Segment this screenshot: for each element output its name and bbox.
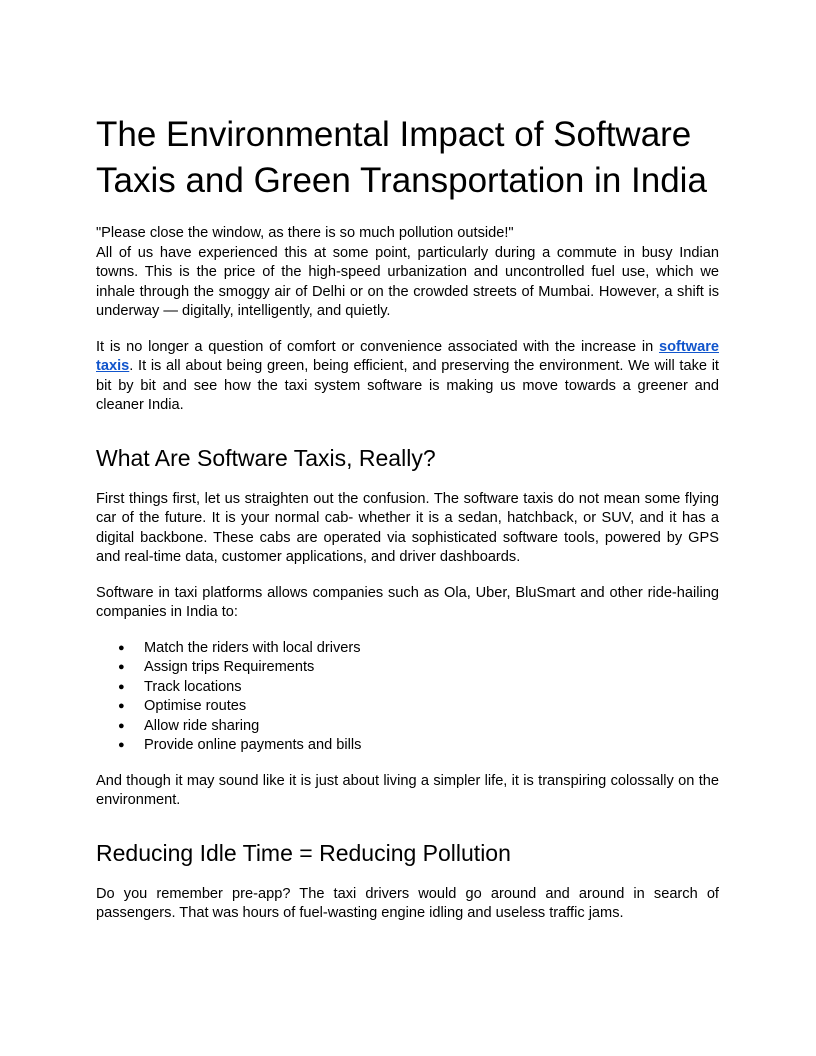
list-item-text: Optimise routes	[144, 698, 247, 714]
intro-paragraph-2-end: . It is all about being green, being efficient, and preserving the environment. We will take it bit by bit and see how the taxi system software is making us move towards a greener and cleaner India.	[96, 358, 719, 413]
bullet-icon: ●	[118, 641, 125, 654]
page-title-line-1: The Environmental Impact of Software	[96, 115, 692, 154]
section2-paragraph-1: Do you remember pre-app? The taxi drivers would go around and around in search of passengers. That was hours of fuel-wasting engine idling and useless traffic jams.	[96, 885, 719, 921]
section1-paragraph-3: And though it may sound like it is just about living a simpler life, it is transpiring colossally on the environment.	[96, 772, 719, 808]
list-item	[118, 717, 719, 737]
intro-paragraph-2	[96, 338, 719, 416]
software-taxis-link[interactable]: software taxis	[96, 338, 719, 374]
bullet-icon: ●	[118, 680, 125, 693]
section1-paragraph-1: First things first, let us straighten out the confusion. The software taxis do not mean some flying car of the future. It is your normal cab- whether it is a sedan, hatchback, or SUV, and it has a digital backbone. These cabs are operated via sophisticated software tools, powered by GPS and real-time data, customer applications, and driver dashboards.	[96, 490, 719, 565]
page-title	[96, 112, 719, 204]
list-item-text: Assign trips Requirements	[144, 659, 315, 675]
intro-quote: "Please close the window, as there is so much pollution outside!"	[96, 225, 514, 241]
bullet-icon: ●	[118, 700, 125, 712]
list-item	[118, 697, 719, 717]
list-item	[118, 658, 719, 678]
intro-paragraph-2-start: It is no longer a question of comfort or convenience associated with the increase in	[96, 338, 659, 355]
bullet-icon: ●	[118, 719, 125, 732]
list-item-text: Allow ride sharing	[144, 717, 260, 734]
list-item-text: Provide online payments and bills	[144, 737, 362, 753]
list-item	[118, 678, 719, 698]
list-item-text: Match the riders with local drivers	[144, 639, 361, 656]
section1-paragraph-2: Software in taxi platforms allows companies such as Ola, Uber, BluSmart and other ride-hailing companies in India to:	[96, 584, 719, 620]
list-item	[118, 639, 719, 659]
section-heading-idle-time: Reducing Idle Time = Reducing Pollution	[96, 839, 511, 866]
bullet-icon: ●	[118, 661, 125, 673]
list-item	[118, 736, 719, 756]
capabilities-list	[96, 639, 719, 756]
list-item-text: Track locations	[144, 678, 242, 695]
intro-paragraph-1: All of us have experienced this at some point, particularly during a commute in busy Indian towns. This is the price of the high-speed urbanization and uncontrolled fuel use, which we inhale through the smoggy air of Delhi or on the crowded streets of Mumbai. However, a shift is underway — digitally, intelligently, and quietly.	[96, 244, 719, 319]
bullet-icon: ●	[118, 739, 125, 751]
page-title-line-2: Taxis and Green Transportation in India	[96, 161, 707, 200]
document-page	[96, 112, 719, 924]
section-heading-software-taxis: What Are Software Taxis, Really?	[96, 444, 436, 471]
